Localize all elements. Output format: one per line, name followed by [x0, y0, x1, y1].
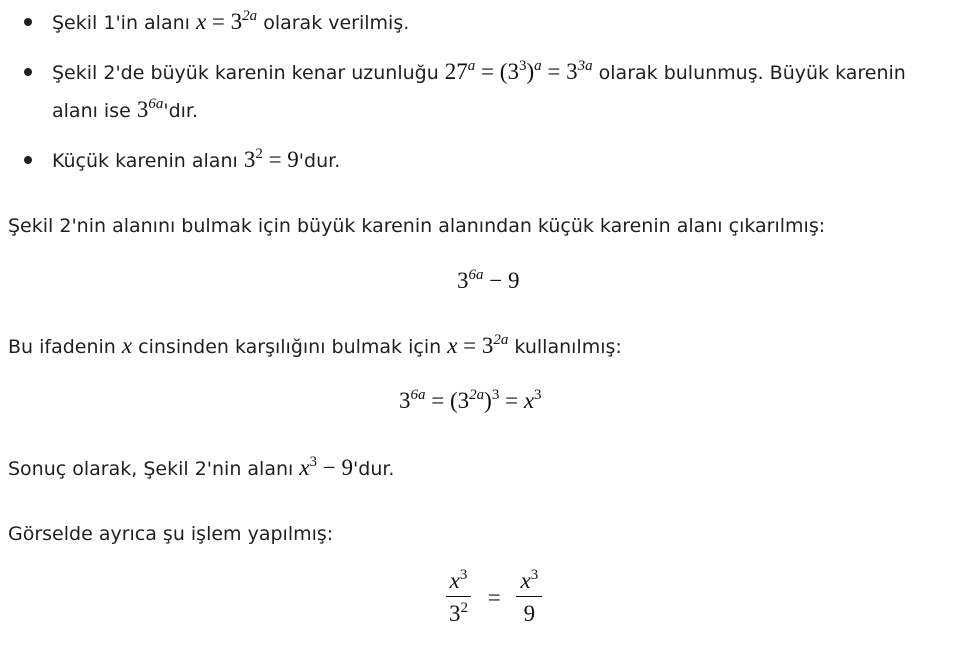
text: Küçük karenin alanı — [52, 150, 244, 172]
bullet-dot — [24, 68, 32, 76]
math-inline: $x^3 - 9$ — [299, 454, 354, 480]
fraction-left: $\frac{x^3}{3^2}$ — [445, 568, 472, 627]
text: 'dır. — [163, 100, 199, 122]
math-inline: $3^{6a}$ — [136, 96, 164, 122]
math-inline: $3^2 = 9$ — [243, 146, 299, 172]
text: alanı ise — [52, 100, 137, 122]
display-equation-3: $\frac{x^3}{3^2}$ = $\frac{x^3}{9}$ — [445, 568, 542, 627]
text: olarak verilmiş. — [257, 12, 410, 34]
bullet-item-2 — [52, 58, 906, 87]
paragraph-2: Bu ifadenin x cinsinden karşılığını bulmak için $x = 3^{2a}$ kullanılmış: — [8, 332, 622, 358]
display-equation-1: $3^{6a} - 9$ — [457, 267, 520, 293]
math-inline: $x = 3^{2a}$ — [447, 332, 509, 358]
math-inline: $27^a = (3^3)^a = 3^{3a}$ — [444, 58, 593, 84]
bullet-dot — [24, 18, 32, 26]
bullet-item-1 — [52, 8, 409, 37]
paragraph-4: Görselde ayrıca şu işlem yapılmış: — [8, 523, 334, 545]
fraction-right: $\frac{x^3}{9}$ — [516, 568, 542, 627]
bullet-item-3 — [52, 146, 340, 175]
paragraph-3: Sonuç olarak, Şekil 2'nin alanı $x^3 - 9'dur$. — [8, 454, 395, 480]
display-equation-2: $3^{6a} = (3^{2a})^3 = x^3$ — [399, 387, 542, 413]
math-inline: $x = 3^{2a}$ — [195, 8, 258, 34]
math-var: x — [121, 333, 133, 358]
bullet-dot — [24, 156, 32, 164]
paragraph-1: Şekil 2'nin alanını bulmak için büyük karenin alanından küçük karenin alanı çıkarılmış: — [8, 215, 826, 237]
bullet-item-2-cont — [52, 96, 198, 125]
text: 'dur. — [298, 150, 341, 172]
text: Şekil 1'in alanı — [52, 12, 196, 34]
text: olarak bulunmuş. Büyük karenin — [592, 62, 906, 84]
text: Şekil 2'de büyük karenin kenar uzunluğu — [52, 62, 445, 84]
